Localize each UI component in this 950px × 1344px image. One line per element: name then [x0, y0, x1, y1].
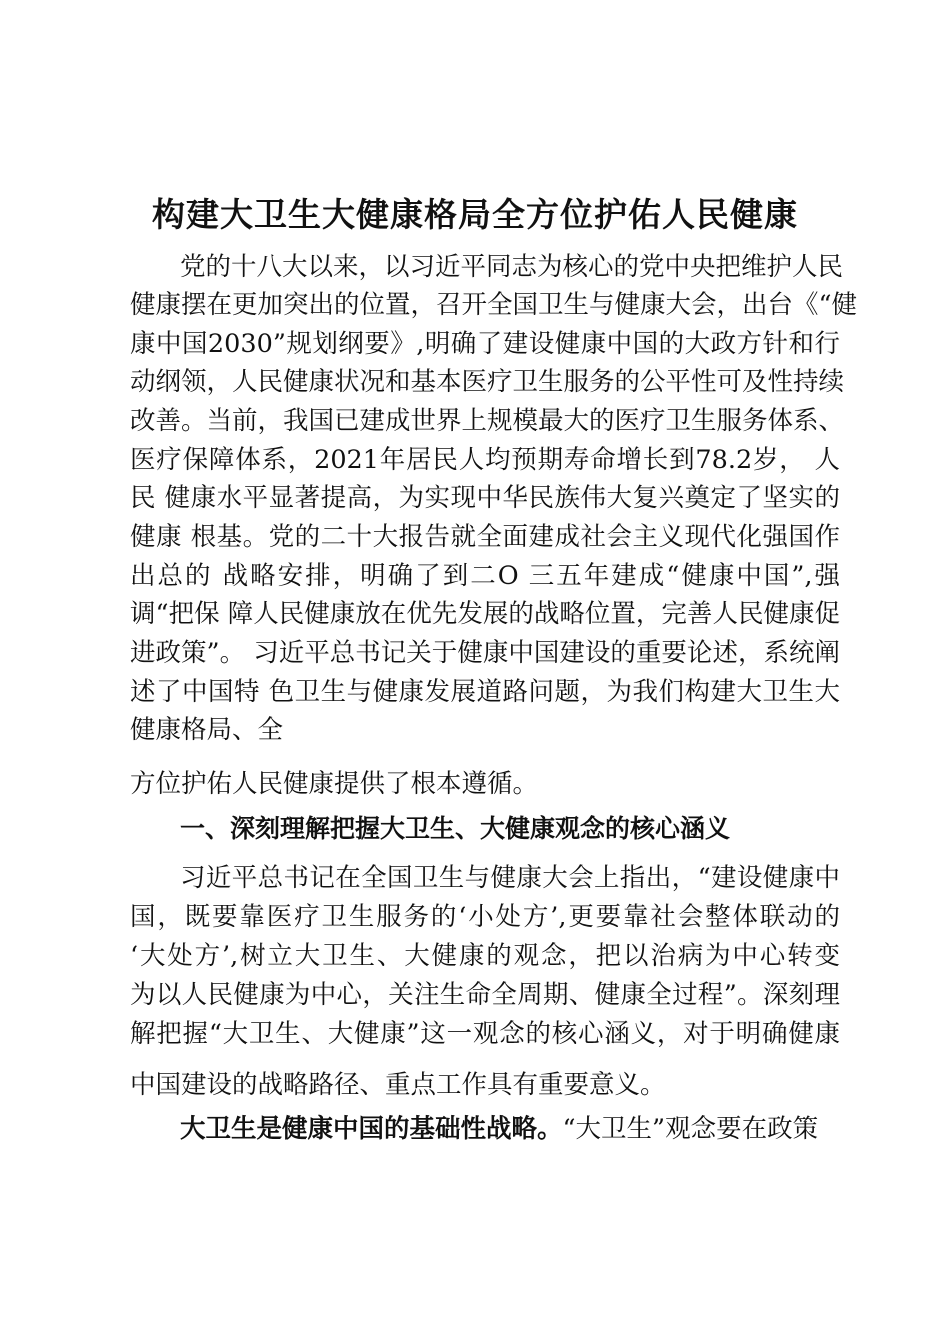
intro-line: 党的十八大以来，以习近平同志为核心的党中央把维护人民: [180, 252, 844, 282]
intro-line: 健康摆在更加突出的位置，召开全国卫生与健康大会，出台《“健: [130, 290, 858, 320]
document-title: 构建大卫生大健康格局全方位护佑人民健康: [152, 195, 798, 234]
intro-line: 医疗保障体系，2021年居民人均预期寿命增长到78.2岁， 人: [130, 445, 840, 475]
section-line: ‘大处方’,树立大卫生、大健康的观念，把以治病为中心转变: [130, 941, 840, 971]
intro-line: 改善。当前，我国已建成世界上规模最大的医疗卫生服务体系、: [130, 406, 845, 436]
intro-line: 动纲领，人民健康状况和基本医疗卫生服务的公平性可及性持续: [130, 367, 845, 397]
intro-line: 调“把保 障人民健康放在优先发展的战略位置，完善人民健康促: [130, 599, 840, 629]
intro-tail-line: 方位护佑人民健康提供了根本遵循。: [130, 769, 539, 799]
section-heading: 一、深刻理解把握大卫生、大健康观念的核心涵义: [180, 814, 731, 843]
intro-line: 健康格局、全: [130, 715, 284, 745]
paragraph-2-lead: 大卫生是健康中国的基础性战略。: [180, 1114, 563, 1144]
paragraph-2-text: “大卫生”观念要在政策: [562, 1114, 819, 1144]
intro-line: 康中国2030”规划纲要》,明确了建设健康中国的大政方针和行: [130, 329, 840, 359]
intro-line: 民 健康水平显著提高，为实现中华民族伟大复兴奠定了坚实的: [130, 483, 840, 513]
intro-line: 健康 根基。党的二十大报告就全面建成社会主义现代化强国作: [130, 522, 840, 552]
intro-line: 出总的 战略安排，明确了到二O 三五年建成“健康中国”,强: [130, 561, 840, 591]
intro-line: 述了中国特 色卫生与健康发展道路问题，为我们构建大卫生大: [130, 677, 840, 707]
intro-line: 进政策”。 习近平总书记关于健康中国建设的重要论述，系统阐: [130, 638, 840, 668]
section-line: 解把握“大卫生、大健康”这一观念的核心涵义，对于明确健康: [130, 1019, 840, 1049]
section-line: 为以人民健康为中心，关注生命全周期、健康全过程”。深刻理: [130, 980, 840, 1010]
section-tail-line: 中国建设的战略路径、重点工作具有重要意义。: [130, 1070, 666, 1100]
section-line: 习近平总书记在全国卫生与健康大会上指出，“建设健康中: [180, 863, 840, 893]
section-line: 国，既要靠医疗卫生服务的‘小处方’,更要靠社会整体联动的: [130, 902, 840, 932]
paragraph-2-line: [180, 1110, 840, 1148]
